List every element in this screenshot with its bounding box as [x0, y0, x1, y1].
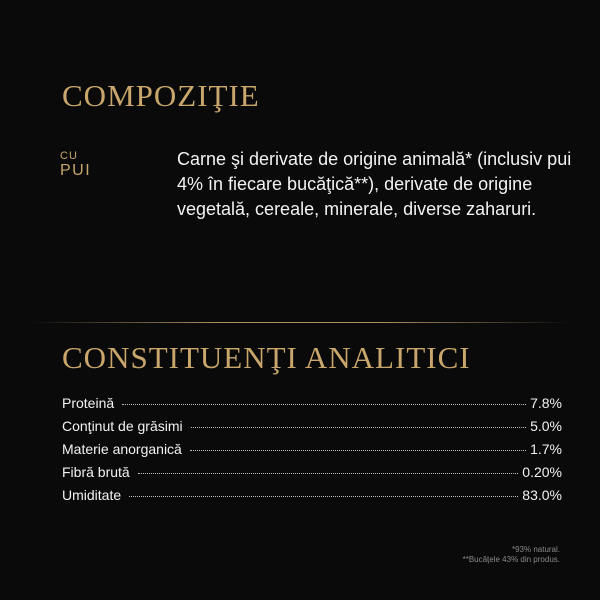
- dotted-leader: [191, 427, 526, 428]
- analytics-row-value: 5.0%: [530, 418, 562, 434]
- footnotes: [463, 545, 560, 565]
- analytics-row-fat: [62, 418, 562, 441]
- analytics-row-moisture: [62, 487, 562, 510]
- analytics-row-name: Proteină: [62, 395, 115, 411]
- variant-label-small: CU: [60, 150, 78, 162]
- composition-title: COMPOZIŢIE: [62, 78, 260, 113]
- section-divider: [30, 322, 570, 323]
- footnote-natural: *93% natural.: [511, 545, 560, 554]
- analytics-row-name: Conţinut de grăsimi: [62, 418, 183, 434]
- dotted-leader: [190, 450, 526, 451]
- analytics-row-name: Fibră brută: [62, 464, 130, 480]
- dotted-leader: [138, 473, 519, 474]
- footnote-pieces: **Bucăţele 43% din produs.: [462, 555, 560, 564]
- dotted-leader: [129, 496, 518, 497]
- variant-label-big: PUI: [60, 162, 92, 180]
- analytics-row-ash: [62, 441, 562, 464]
- variant-label: [60, 150, 91, 180]
- analytics-row-value: 7.8%: [530, 395, 562, 411]
- analytics-row-value: 1.7%: [530, 441, 562, 457]
- analytics-row-value: 83.0%: [522, 487, 562, 503]
- dotted-leader: [122, 404, 526, 405]
- analytics-list: [62, 395, 562, 510]
- analytics-title: CONSTITUENŢI ANALITICI: [62, 340, 471, 375]
- analytics-row-value: 0.20%: [522, 464, 562, 480]
- analytics-row-protein: [62, 395, 562, 418]
- analytics-row-name: Materie anorganică: [62, 441, 182, 457]
- analytics-row-fibre: [62, 464, 562, 487]
- composition-text: Carne şi derivate de origine animală* (inclusiv pui 4% în fiecare bucăţică**), derivate de origine vegetală, cereale, minerale, diverse zaharuri.: [177, 149, 572, 219]
- analytics-row-name: Umiditate: [62, 487, 122, 503]
